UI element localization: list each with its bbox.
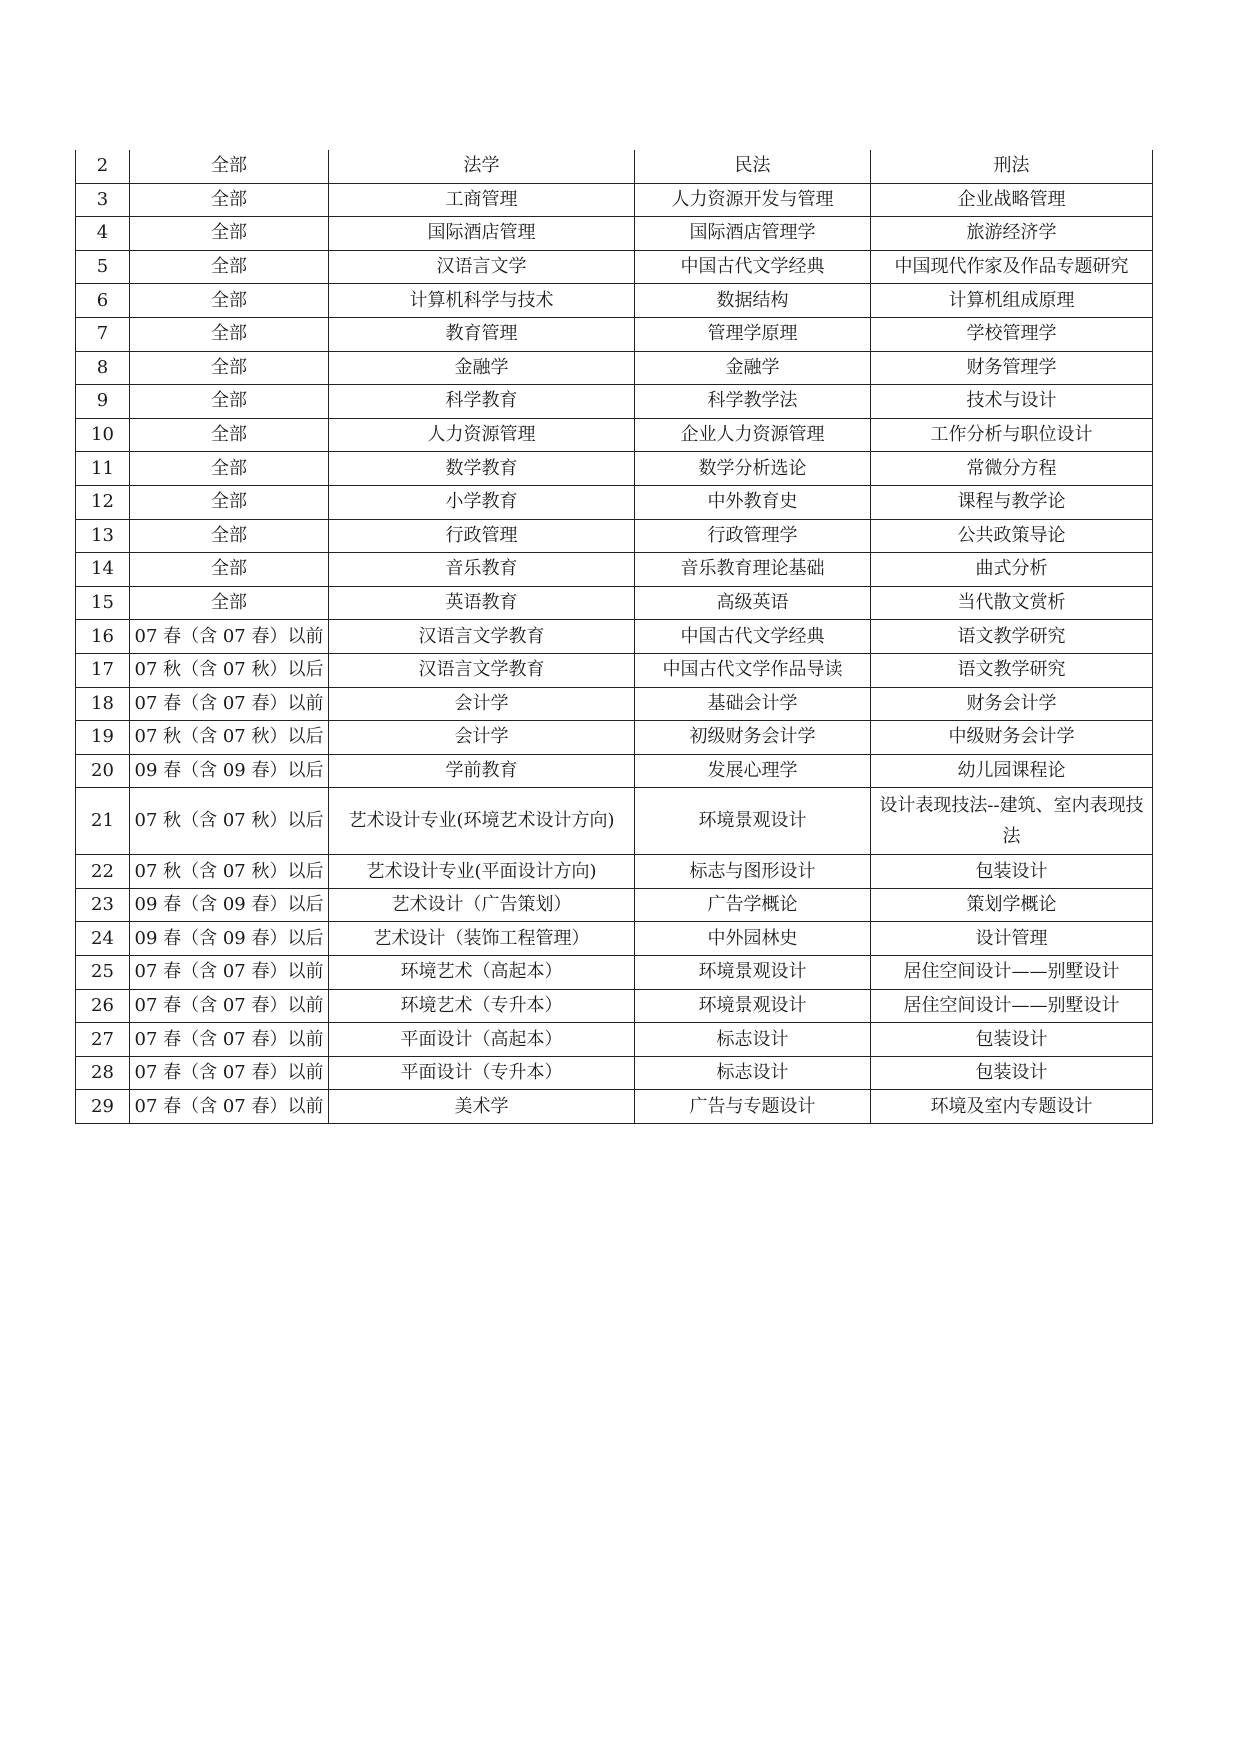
enrollment-period-cell: 全部	[130, 150, 329, 183]
major-cell: 小学教育	[329, 485, 635, 519]
enrollment-period-cell: 全部	[130, 418, 329, 452]
row-number-cell: 26	[76, 989, 130, 1023]
course-1-cell: 科学教学法	[635, 385, 871, 419]
row-number-cell: 18	[76, 687, 130, 721]
row-number-cell: 21	[76, 788, 130, 855]
row-number-cell: 23	[76, 888, 130, 922]
enrollment-period-cell: 07 春（含 07 春）以前	[130, 620, 329, 654]
course-2-cell: 设计表现技法--建筑、室内表现技法	[871, 788, 1153, 855]
major-cell: 学前教育	[329, 754, 635, 788]
course-2-cell: 语文教学研究	[871, 620, 1153, 654]
table-row	[76, 888, 1153, 922]
course-1-cell: 人力资源开发与管理	[635, 183, 871, 217]
enrollment-period-cell: 07 秋（含 07 秋）以后	[130, 788, 329, 855]
course-2-cell: 语文教学研究	[871, 653, 1153, 687]
row-number-cell: 29	[76, 1090, 130, 1124]
course-2-cell: 学校管理学	[871, 317, 1153, 351]
major-cell: 金融学	[329, 351, 635, 385]
course-1-cell: 环境景观设计	[635, 788, 871, 855]
row-number-cell: 11	[76, 452, 130, 486]
major-cell: 环境艺术（专升本）	[329, 989, 635, 1023]
row-number-cell: 7	[76, 317, 130, 351]
enrollment-period-cell: 全部	[130, 351, 329, 385]
row-number-cell: 8	[76, 351, 130, 385]
major-cell: 艺术设计（广告策划）	[329, 888, 635, 922]
table-row	[76, 922, 1153, 956]
course-2-cell: 包装设计	[871, 855, 1153, 889]
table-row	[76, 317, 1153, 351]
course-2-cell: 曲式分析	[871, 553, 1153, 587]
course-table	[75, 150, 1153, 1124]
enrollment-period-cell: 07 春（含 07 春）以前	[130, 956, 329, 990]
row-number-cell: 22	[76, 855, 130, 889]
table-row	[76, 150, 1153, 183]
course-1-cell: 国际酒店管理学	[635, 217, 871, 251]
enrollment-period-cell: 全部	[130, 250, 329, 284]
course-2-cell: 财务会计学	[871, 687, 1153, 721]
course-1-cell: 环境景观设计	[635, 989, 871, 1023]
major-cell: 平面设计（高起本）	[329, 1023, 635, 1057]
course-1-cell: 标志与图形设计	[635, 855, 871, 889]
major-cell: 科学教育	[329, 385, 635, 419]
course-1-cell: 高级英语	[635, 586, 871, 620]
row-number-cell: 20	[76, 754, 130, 788]
course-1-cell: 金融学	[635, 351, 871, 385]
enrollment-period-cell: 全部	[130, 183, 329, 217]
table-row	[76, 620, 1153, 654]
row-number-cell: 19	[76, 721, 130, 755]
enrollment-period-cell: 全部	[130, 317, 329, 351]
row-number-cell: 10	[76, 418, 130, 452]
enrollment-period-cell: 07 秋（含 07 秋）以后	[130, 721, 329, 755]
row-number-cell: 4	[76, 217, 130, 251]
enrollment-period-cell: 全部	[130, 217, 329, 251]
row-number-cell: 3	[76, 183, 130, 217]
row-number-cell: 25	[76, 956, 130, 990]
course-2-cell: 计算机组成原理	[871, 284, 1153, 318]
course-1-cell: 广告与专题设计	[635, 1090, 871, 1124]
course-2-cell: 技术与设计	[871, 385, 1153, 419]
enrollment-period-cell: 全部	[130, 452, 329, 486]
major-cell: 环境艺术（高起本）	[329, 956, 635, 990]
row-number-cell: 27	[76, 1023, 130, 1057]
major-cell: 平面设计（专升本）	[329, 1056, 635, 1090]
course-2-cell: 常微分方程	[871, 452, 1153, 486]
major-cell: 音乐教育	[329, 553, 635, 587]
major-cell: 国际酒店管理	[329, 217, 635, 251]
course-2-cell: 旅游经济学	[871, 217, 1153, 251]
course-1-cell: 音乐教育理论基础	[635, 553, 871, 587]
course-1-cell: 民法	[635, 150, 871, 183]
table-row	[76, 217, 1153, 251]
major-cell: 汉语言文学教育	[329, 620, 635, 654]
course-2-cell: 公共政策导论	[871, 519, 1153, 553]
enrollment-period-cell: 全部	[130, 485, 329, 519]
course-2-cell: 中级财务会计学	[871, 721, 1153, 755]
major-cell: 会计学	[329, 721, 635, 755]
course-1-cell: 中外教育史	[635, 485, 871, 519]
course-2-cell: 幼儿园课程论	[871, 754, 1153, 788]
enrollment-period-cell: 07 春（含 07 春）以前	[130, 687, 329, 721]
row-number-cell: 9	[76, 385, 130, 419]
course-1-cell: 行政管理学	[635, 519, 871, 553]
major-cell: 美术学	[329, 1090, 635, 1124]
row-number-cell: 2	[76, 150, 130, 183]
row-number-cell: 5	[76, 250, 130, 284]
course-1-cell: 企业人力资源管理	[635, 418, 871, 452]
row-number-cell: 12	[76, 485, 130, 519]
course-1-cell: 基础会计学	[635, 687, 871, 721]
table-row	[76, 788, 1153, 855]
row-number-cell: 17	[76, 653, 130, 687]
row-number-cell: 6	[76, 284, 130, 318]
table-row	[76, 1023, 1153, 1057]
table-row	[76, 553, 1153, 587]
enrollment-period-cell: 07 秋（含 07 秋）以后	[130, 855, 329, 889]
course-2-cell: 居住空间设计——别墅设计	[871, 956, 1153, 990]
table-row	[76, 989, 1153, 1023]
course-1-cell: 发展心理学	[635, 754, 871, 788]
course-2-cell: 财务管理学	[871, 351, 1153, 385]
enrollment-period-cell: 全部	[130, 586, 329, 620]
major-cell: 人力资源管理	[329, 418, 635, 452]
table-row	[76, 351, 1153, 385]
course-1-cell: 环境景观设计	[635, 956, 871, 990]
enrollment-period-cell: 07 春（含 07 春）以前	[130, 989, 329, 1023]
enrollment-period-cell: 07 春（含 07 春）以前	[130, 1023, 329, 1057]
enrollment-period-cell: 全部	[130, 284, 329, 318]
table-row	[76, 754, 1153, 788]
enrollment-period-cell: 全部	[130, 385, 329, 419]
major-cell: 英语教育	[329, 586, 635, 620]
course-2-cell: 策划学概论	[871, 888, 1153, 922]
row-number-cell: 14	[76, 553, 130, 587]
course-1-cell: 初级财务会计学	[635, 721, 871, 755]
major-cell: 行政管理	[329, 519, 635, 553]
course-1-cell: 标志设计	[635, 1056, 871, 1090]
major-cell: 法学	[329, 150, 635, 183]
enrollment-period-cell: 09 春（含 09 春）以后	[130, 922, 329, 956]
course-1-cell: 数学分析选论	[635, 452, 871, 486]
course-1-cell: 中外园林史	[635, 922, 871, 956]
row-number-cell: 16	[76, 620, 130, 654]
course-2-cell: 中国现代作家及作品专题研究	[871, 250, 1153, 284]
course-2-cell: 当代散文赏析	[871, 586, 1153, 620]
course-2-cell: 刑法	[871, 150, 1153, 183]
course-2-cell: 工作分析与职位设计	[871, 418, 1153, 452]
major-cell: 汉语言文学	[329, 250, 635, 284]
course-2-cell: 包装设计	[871, 1056, 1153, 1090]
course-1-cell: 标志设计	[635, 1023, 871, 1057]
major-cell: 艺术设计专业(平面设计方向)	[329, 855, 635, 889]
table-row	[76, 385, 1153, 419]
table-row	[76, 452, 1153, 486]
table-body	[76, 150, 1153, 1124]
major-cell: 教育管理	[329, 317, 635, 351]
course-2-cell: 环境及室内专题设计	[871, 1090, 1153, 1124]
course-2-cell: 包装设计	[871, 1023, 1153, 1057]
major-cell: 会计学	[329, 687, 635, 721]
major-cell: 艺术设计（装饰工程管理）	[329, 922, 635, 956]
table-row	[76, 653, 1153, 687]
course-2-cell: 居住空间设计——别墅设计	[871, 989, 1153, 1023]
table-row	[76, 284, 1153, 318]
enrollment-period-cell: 全部	[130, 553, 329, 587]
table-row	[76, 418, 1153, 452]
table-row	[76, 183, 1153, 217]
table-row	[76, 721, 1153, 755]
enrollment-period-cell: 07 秋（含 07 秋）以后	[130, 653, 329, 687]
table-row	[76, 1056, 1153, 1090]
table-row	[76, 1090, 1153, 1124]
course-1-cell: 中国古代文学经典	[635, 620, 871, 654]
course-1-cell: 广告学概论	[635, 888, 871, 922]
enrollment-period-cell: 07 春（含 07 春）以前	[130, 1090, 329, 1124]
course-2-cell: 设计管理	[871, 922, 1153, 956]
table-row	[76, 485, 1153, 519]
table-row	[76, 956, 1153, 990]
table-row	[76, 250, 1153, 284]
course-1-cell: 中国古代文学经典	[635, 250, 871, 284]
major-cell: 计算机科学与技术	[329, 284, 635, 318]
enrollment-period-cell: 09 春（含 09 春）以后	[130, 888, 329, 922]
course-2-cell: 课程与教学论	[871, 485, 1153, 519]
course-1-cell: 管理学原理	[635, 317, 871, 351]
course-1-cell: 数据结构	[635, 284, 871, 318]
table-row	[76, 586, 1153, 620]
table-row	[76, 855, 1153, 889]
enrollment-period-cell: 全部	[130, 519, 329, 553]
major-cell: 艺术设计专业(环境艺术设计方向)	[329, 788, 635, 855]
course-2-cell: 企业战略管理	[871, 183, 1153, 217]
course-1-cell: 中国古代文学作品导读	[635, 653, 871, 687]
enrollment-period-cell: 07 春（含 07 春）以前	[130, 1056, 329, 1090]
enrollment-period-cell: 09 春（含 09 春）以后	[130, 754, 329, 788]
row-number-cell: 24	[76, 922, 130, 956]
row-number-cell: 13	[76, 519, 130, 553]
table-row	[76, 519, 1153, 553]
major-cell: 汉语言文学教育	[329, 653, 635, 687]
major-cell: 数学教育	[329, 452, 635, 486]
row-number-cell: 15	[76, 586, 130, 620]
table-row	[76, 687, 1153, 721]
row-number-cell: 28	[76, 1056, 130, 1090]
major-cell: 工商管理	[329, 183, 635, 217]
